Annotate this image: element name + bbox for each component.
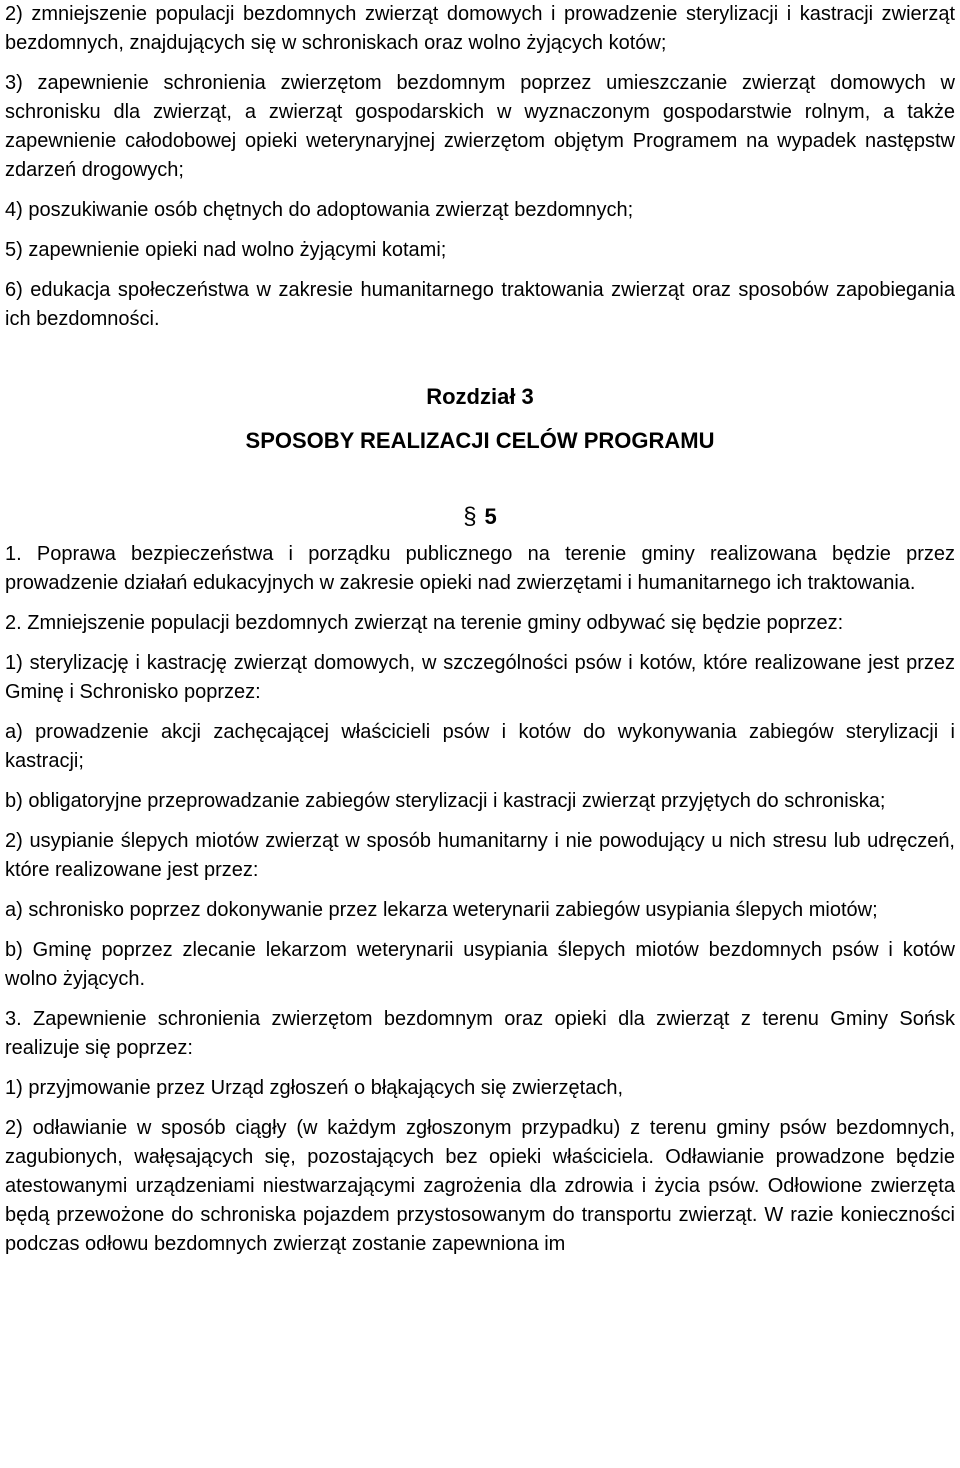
paragraph-2-item-1a: a) prowadzenie akcji zachęcającej właścicieli psów i kotów do wykonywania zabiegów sterylizacji i kastracji; (5, 721, 955, 772)
list-item-3: 3) zapewnienie schronienia zwierzętom bezdomnym poprzez umieszczanie zwierząt domowych w schronisku dla zwierząt, a zwierząt gospodarskich w wyznaczonym gospodarstwie rolnym, a także zapewnienie całodobowej opieki weterynaryjnej zwierzętom objętym Programem na wypadek następstw zdarzeń drogowych; (5, 72, 955, 181)
section-heading (5, 504, 955, 530)
list-item-4: 4) poszukiwanie osób chętnych do adoptowania zwierząt bezdomnych; (5, 199, 634, 221)
paragraph-2-item-2b: b) Gminę poprzez zlecanie lekarzom weterynarii usypiania ślepych miotów bezdomnych psów i kotów wolno żyjących. (5, 939, 955, 990)
list-item-2: 2) zmniejszenie populacji bezdomnych zwierząt domowych i prowadzenie sterylizacji i kastracji zwierząt bezdomnych, znajdujących się w schroniskach oraz wolno żyjących kotów; (5, 3, 955, 54)
paragraph-3-item-1: 1) przyjmowanie przez Urząd zgłoszeń o błąkających się zwierzętach, (5, 1077, 624, 1099)
paragraph-1: 1. Poprawa bezpieczeństwa i porządku publicznego na terenie gminy realizowana będzie przez prowadzenie działań edukacyjnych w zakresie opieki nad zwierzętami i humanitarnego ich traktowania. (5, 543, 955, 594)
list-item-5: 5) zapewnienie opieki nad wolno żyjącymi kotami; (5, 239, 447, 261)
paragraph-2-item-2a: a) schronisko poprzez dokonywanie przez lekarza weterynarii zabiegów usypiania ślepych miotów; (5, 899, 878, 921)
paragraph-2-item-1b: b) obligatoryjne przeprowadzanie zabiegów sterylizacji i kastracji zwierząt przyjętych do schroniska; (5, 790, 886, 812)
section-number: 5 (484, 504, 497, 529)
paragraph-2: 2. Zmniejszenie populacji bezdomnych zwierząt na terenie gminy odbywać się będzie poprzez: (5, 612, 844, 634)
paragraph-3-item-2: 2) odławianie w sposób ciągły (w każdym zgłoszonym przypadku) z terenu gminy psów bezdomnych, zagubionych, wałęsających się, pozostających bez opieki właściciela. Odławianie prowadzone będzie atestowanymi urządzeniami niestwarzającymi zagrożenia dla zdrowia i życia psów. Odłowione zwierzęta będą przewożone do schroniska pojazdem przystosowanym do transportu zwierząt. W razie konieczności podczas odłowu bezdomnych zwierząt zostanie zapewniona im (5, 1117, 955, 1255)
list-item-6: 6) edukacja społeczeństwa w zakresie humanitarnego traktowania zwierząt oraz sposobów zapobiegania ich bezdomności. (5, 279, 955, 330)
paragraph-2-item-1: 1) sterylizację i kastrację zwierząt domowych, w szczególności psów i kotów, które realizowane jest przez Gminę i Schronisko poprzez: (5, 652, 955, 703)
paragraph-3: 3. Zapewnienie schronienia zwierzętom bezdomnym oraz opieki dla zwierząt z terenu Gminy Sońsk realizuje się poprzez: (5, 1008, 955, 1059)
chapter-title: SPOSOBY REALIZACJI CELÓW PROGRAMU (245, 428, 715, 453)
chapter-number: Rozdział 3 (426, 384, 534, 409)
paragraph-2-item-2: 2) usypianie ślepych miotów zwierząt w sposób humanitarny i nie powodujący u nich stresu lub udręczeń, które realizowane jest przez: (5, 830, 955, 881)
section-sign: § (463, 503, 477, 530)
document-page (5, 0, 955, 1270)
